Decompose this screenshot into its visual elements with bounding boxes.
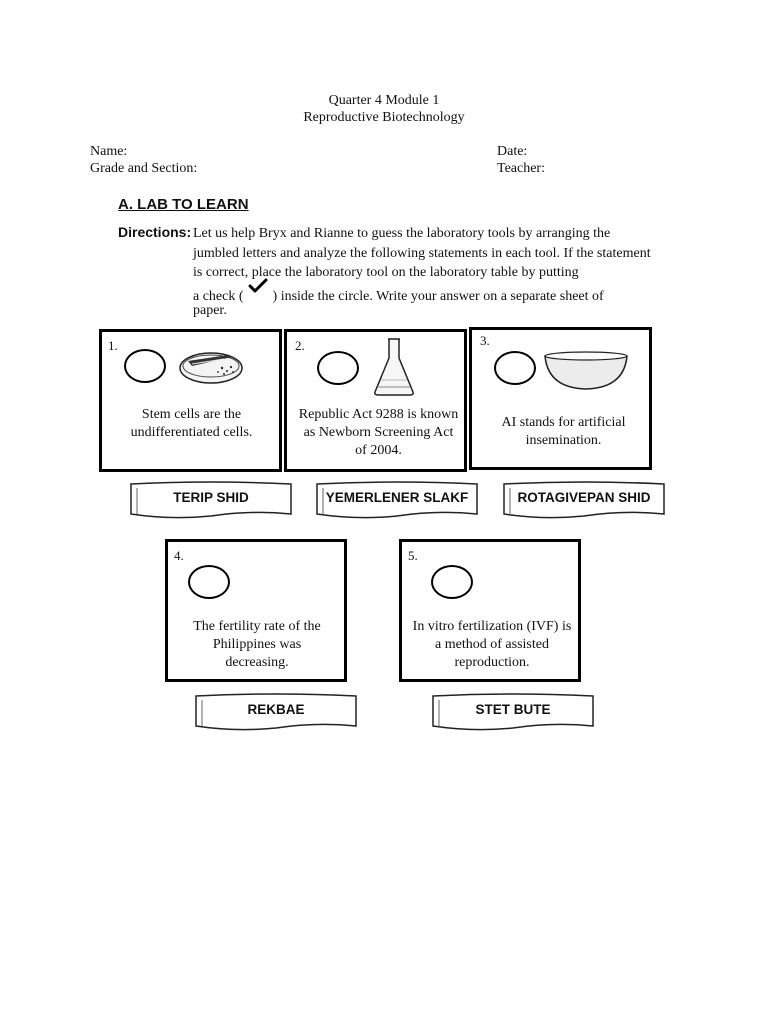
jumbled-word: YEMERLENER SLAKF bbox=[325, 490, 469, 505]
jumbled-word: TERIP SHID bbox=[173, 490, 249, 505]
answer-circle[interactable] bbox=[124, 349, 166, 383]
section-heading: A. LAB TO LEARN bbox=[118, 196, 249, 213]
banner-label-1 bbox=[129, 481, 293, 521]
card-2 bbox=[284, 329, 467, 472]
jumbled-word: REKBAE bbox=[247, 702, 305, 717]
card-number: 2. bbox=[295, 338, 305, 353]
grade-section-field-label: Grade and Section: bbox=[90, 161, 198, 176]
card-3 bbox=[469, 327, 652, 470]
card-number: 1. bbox=[108, 338, 118, 353]
card-number: 4. bbox=[174, 548, 184, 563]
directions-line-3: is correct, place the laboratory tool on the laboratory table by putting bbox=[193, 265, 579, 280]
banner-label-4 bbox=[194, 693, 358, 733]
card-statement: AI stands for artificial insemination. bbox=[501, 415, 626, 448]
card-statement: The fertility rate of the Philippines was decreasing. bbox=[193, 619, 321, 670]
card-number: 3. bbox=[480, 333, 490, 348]
name-field-label: Name: bbox=[90, 144, 128, 159]
answer-circle[interactable] bbox=[431, 565, 473, 599]
answer-circle[interactable] bbox=[317, 351, 359, 385]
card-1 bbox=[99, 329, 282, 472]
petri-dish-icon bbox=[178, 346, 244, 386]
card-4 bbox=[165, 539, 347, 682]
evaporating-dish-icon bbox=[542, 350, 630, 392]
directions-check-line bbox=[193, 286, 630, 304]
worksheet-subtitle: Reproductive Biotechnology bbox=[303, 110, 465, 125]
jumbled-word: ROTAGIVEPAN SHID bbox=[517, 490, 651, 505]
card-5 bbox=[399, 539, 581, 682]
directions-last-line: paper. bbox=[193, 303, 227, 318]
directions-line-2: jumbled letters and analyze the following statements in each tool. If the statement bbox=[193, 246, 651, 261]
card-statement: Republic Act 9288 is known as Newborn Screening Act of 2004. bbox=[298, 407, 459, 458]
banner-label-3 bbox=[502, 481, 666, 521]
worksheet-title: Quarter 4 Module 1 bbox=[328, 93, 440, 108]
date-field-label: Date: bbox=[497, 144, 528, 159]
erlenmeyer-flask-icon bbox=[371, 336, 417, 398]
card-number: 5. bbox=[408, 548, 418, 563]
directions-check-before: a check ( bbox=[193, 289, 244, 304]
answer-circle[interactable] bbox=[494, 351, 536, 385]
banner-label-2 bbox=[315, 481, 479, 521]
jumbled-word: STET BUTE bbox=[475, 702, 551, 717]
banner-label-5 bbox=[431, 693, 595, 733]
teacher-field-label: Teacher: bbox=[497, 161, 545, 176]
card-statement: In vitro fertilization (IVF) is a method of assisted reproduction. bbox=[412, 619, 572, 670]
directions-label: Directions: bbox=[118, 224, 192, 240]
checkmark-icon bbox=[247, 286, 269, 300]
card-statement: Stem cells are the undifferentiated cells. bbox=[130, 407, 253, 440]
directions-check-after: ) inside the circle. Write your answer on a separate sheet of bbox=[272, 289, 604, 304]
answer-circle[interactable] bbox=[188, 565, 230, 599]
directions-line-1: Let us help Bryx and Rianne to guess the laboratory tools by arranging the bbox=[193, 226, 611, 241]
